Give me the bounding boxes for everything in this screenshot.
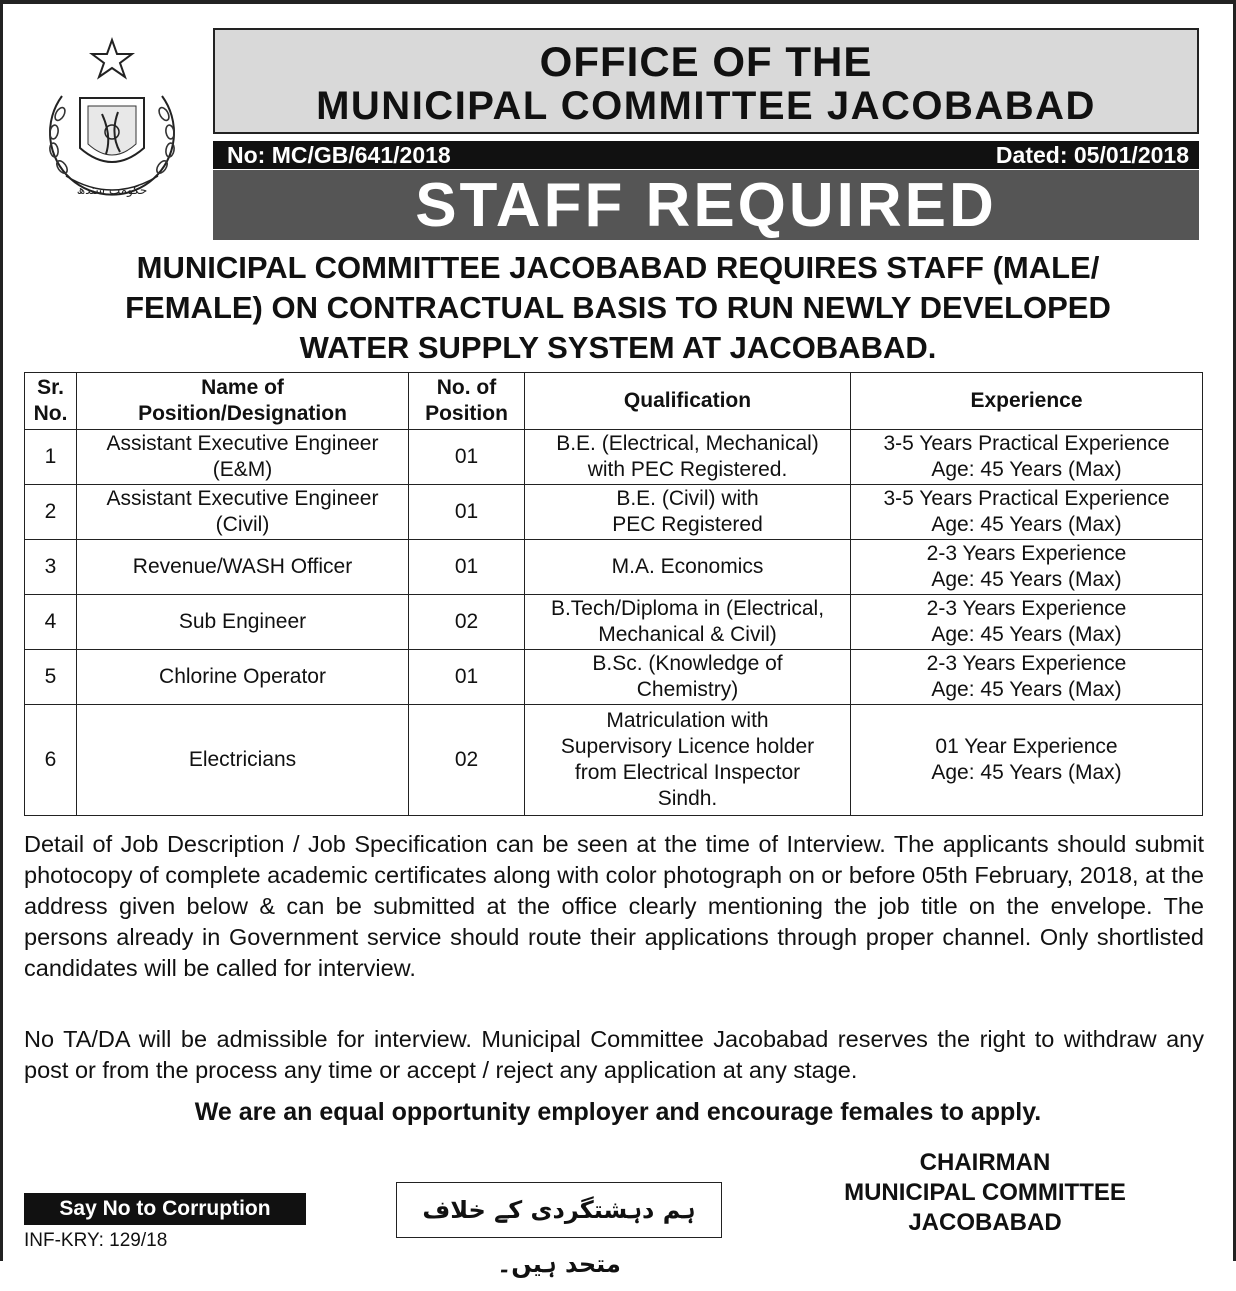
cell-qualification: B.E. (Civil) with PEC Registered	[525, 485, 851, 540]
header-qualification: Qualification	[525, 373, 851, 430]
cell-sr: 1	[25, 430, 77, 485]
top-border	[0, 0, 1236, 4]
cell-experience: 2-3 Years Experience Age: 45 Years (Max)	[851, 540, 1203, 595]
cell-count: 02	[409, 705, 525, 816]
office-title-box	[213, 28, 1199, 134]
cell-experience: 3-5 Years Practical Experience Age: 45 Years (Max)	[851, 485, 1203, 540]
cell-position: Electricians	[77, 705, 409, 816]
header-position-name: Name of Position/Designation	[77, 373, 409, 430]
equal-opportunity-statement: We are an equal opportunity employer and encourage females to apply.	[194, 1098, 1042, 1126]
government-seal-icon	[22, 36, 202, 206]
cell-count: 01	[409, 430, 525, 485]
cell-sr: 4	[25, 595, 77, 650]
cell-sr: 6	[25, 705, 77, 816]
cell-sr: 2	[25, 485, 77, 540]
reference-date: Dated: 05/01/2018	[995, 141, 1189, 168]
cell-count: 02	[409, 595, 525, 650]
positions-table	[24, 372, 1203, 816]
cell-count: 01	[409, 650, 525, 705]
seal-text: حکومت سندھ	[76, 183, 148, 197]
ta-da-paragraph: No TA/DA will be admissible for interview. Municipal Committee Jacobabad reserves the right to withdraw any post or from the process any time or accept / reject any application at any stage.	[24, 1026, 1204, 1083]
cell-position: Revenue/WASH Officer	[77, 540, 409, 595]
table-row	[25, 430, 1203, 485]
intro-line: MUNICIPAL COMMITTEE JACOBABAD REQUIRES STAFF (MALE/	[136, 250, 1100, 285]
table-row	[25, 485, 1203, 540]
cell-experience: 2-3 Years Experience Age: 45 Years (Max)	[851, 595, 1203, 650]
table-header-row	[25, 373, 1203, 430]
cell-qualification: B.Sc. (Knowledge of Chemistry)	[525, 650, 851, 705]
cell-qualification: B.E. (Electrical, Mechanical) with PEC Registered.	[525, 430, 851, 485]
cell-count: 01	[409, 485, 525, 540]
header-position-count: No. of Position	[409, 373, 525, 430]
cell-qualification: B.Tech/Diploma in (Electrical, Mechanical & Civil)	[525, 595, 851, 650]
table-row	[25, 595, 1203, 650]
job-description-paragraph: Detail of Job Description / Job Specification can be seen at the time of Interview. The applicants should submit photocopy of complete academic certificates along with color photograph on or before 05th February, 2018, at the address given below & can be submitted at the office clearly mentioning the job title on the envelope. The persons already in Government service should route their applications through proper channel. Only shortlisted candidates will be called for interview.	[24, 831, 1204, 981]
cell-position: Sub Engineer	[77, 595, 409, 650]
signatory-title: CHAIRMAN	[919, 1149, 1051, 1176]
staff-required-banner: STAFF REQUIRED	[213, 170, 1199, 240]
cell-experience: 3-5 Years Practical Experience Age: 45 Years (Max)	[851, 430, 1203, 485]
intro-line: FEMALE) ON CONTRACTUAL BASIS TO RUN NEWLY DEVELOPED	[125, 290, 1111, 325]
office-title-line1: OFFICE OF THE	[539, 38, 873, 85]
table-row	[25, 650, 1203, 705]
cell-qualification: M.A. Economics	[525, 540, 851, 595]
signatory-block	[800, 1148, 1170, 1238]
header-experience: Experience	[851, 373, 1203, 430]
cell-sr: 3	[25, 540, 77, 595]
table-row	[25, 705, 1203, 816]
reference-number: No: MC/GB/641/2018	[227, 141, 451, 168]
cell-position: Chlorine Operator	[77, 650, 409, 705]
intro-heading	[20, 248, 1216, 368]
intro-line: WATER SUPPLY SYSTEM AT JACOBABAD.	[299, 330, 937, 365]
inf-reference: INF-KRY: 129/18	[24, 1230, 168, 1251]
signatory-city: JACOBABAD	[908, 1209, 1062, 1236]
cell-experience: 01 Year Experience Age: 45 Years (Max)	[851, 705, 1203, 816]
reference-bar	[213, 141, 1199, 169]
cell-position: Assistant Executive Engineer (E&M)	[77, 430, 409, 485]
left-border	[0, 0, 3, 1261]
header-sr-no: Sr. No.	[25, 373, 77, 430]
cell-qualification: Matriculation with Supervisory Licence holder from Electrical Inspector Sindh.	[525, 705, 851, 816]
table-row	[25, 540, 1203, 595]
signatory-org: MUNICIPAL COMMITTEE	[844, 1179, 1126, 1206]
urdu-slogan-box: ہم دہشتگردی کے خلاف متحد ہیں۔	[396, 1182, 722, 1238]
cell-sr: 5	[25, 650, 77, 705]
say-no-to-corruption-badge: Say No to Corruption	[24, 1193, 306, 1225]
cell-count: 01	[409, 540, 525, 595]
cell-position: Assistant Executive Engineer (Civil)	[77, 485, 409, 540]
cell-experience: 2-3 Years Experience Age: 45 Years (Max)	[851, 650, 1203, 705]
office-title-line2: MUNICIPAL COMMITTEE JACOBABAD	[316, 84, 1096, 128]
